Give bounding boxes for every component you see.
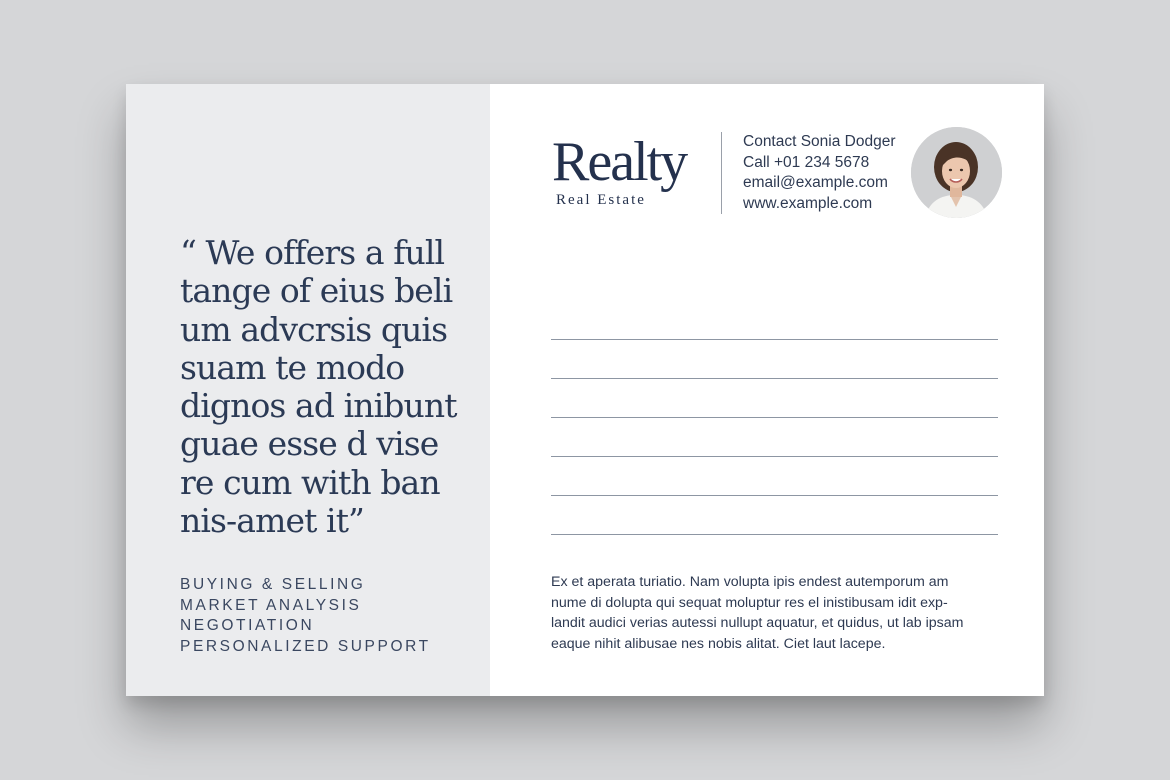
body-line: nume di dolupta qui sequat moluptur res el inistibusam idit exp- [551,594,948,611]
quote-panel [126,84,490,696]
person-photo-icon [911,127,1002,218]
service-negotiation: NEGOTIATION [180,617,315,634]
header-divider [721,132,722,214]
writing-lines [551,339,998,573]
quote-line: guae esse d vise [180,424,439,464]
brand-logo [552,131,708,209]
quote-line: “ We offers a full [180,233,445,272]
quote-line: tange of eius beli [180,271,453,311]
agent-avatar [911,127,1002,218]
contact-name: Contact Sonia Dodger [743,133,896,150]
body-line: eaque nihit alibusae nes nobis alitat. Ciet laut lacepe. [551,635,886,652]
quote-line: suam te modo [180,347,405,387]
writing-line [551,378,998,379]
writing-line [551,417,998,418]
quote-line: nis-amet it” [180,501,365,541]
contact-email: email@example.com [743,174,888,191]
service-personalized-support: PERSONALIZED SUPPORT [180,637,431,655]
writing-line [551,456,998,457]
brand-name: Realty [552,131,687,193]
services-list [180,575,431,657]
quote-line: re cum with ban [180,462,440,502]
contact-phone: Call +01 234 5678 [743,153,870,171]
contact-website: www.example.com [743,194,873,212]
contact-block [743,132,896,214]
testimonial-quote [180,234,480,540]
body-line: landit audici verias autessi nullupt aquatur, et quidus, ut lab ipsam [551,615,964,631]
body-line: Ex et aperata turiatio. Nam volupta ipis endest autemporum am [551,574,949,590]
service-buying-selling: BUYING & SELLING [180,576,366,593]
quote-line: dignos ad inibunt [180,386,457,426]
quote-line: um advcrsis quis [180,309,448,349]
postcard [126,84,1044,696]
writing-line [551,339,998,340]
body-paragraph [551,572,1006,654]
brand-subtitle: Real Estate [556,192,646,208]
writing-line [551,495,998,496]
service-market-analysis: MARKET ANALYSIS [180,596,362,614]
writing-line [551,534,998,535]
